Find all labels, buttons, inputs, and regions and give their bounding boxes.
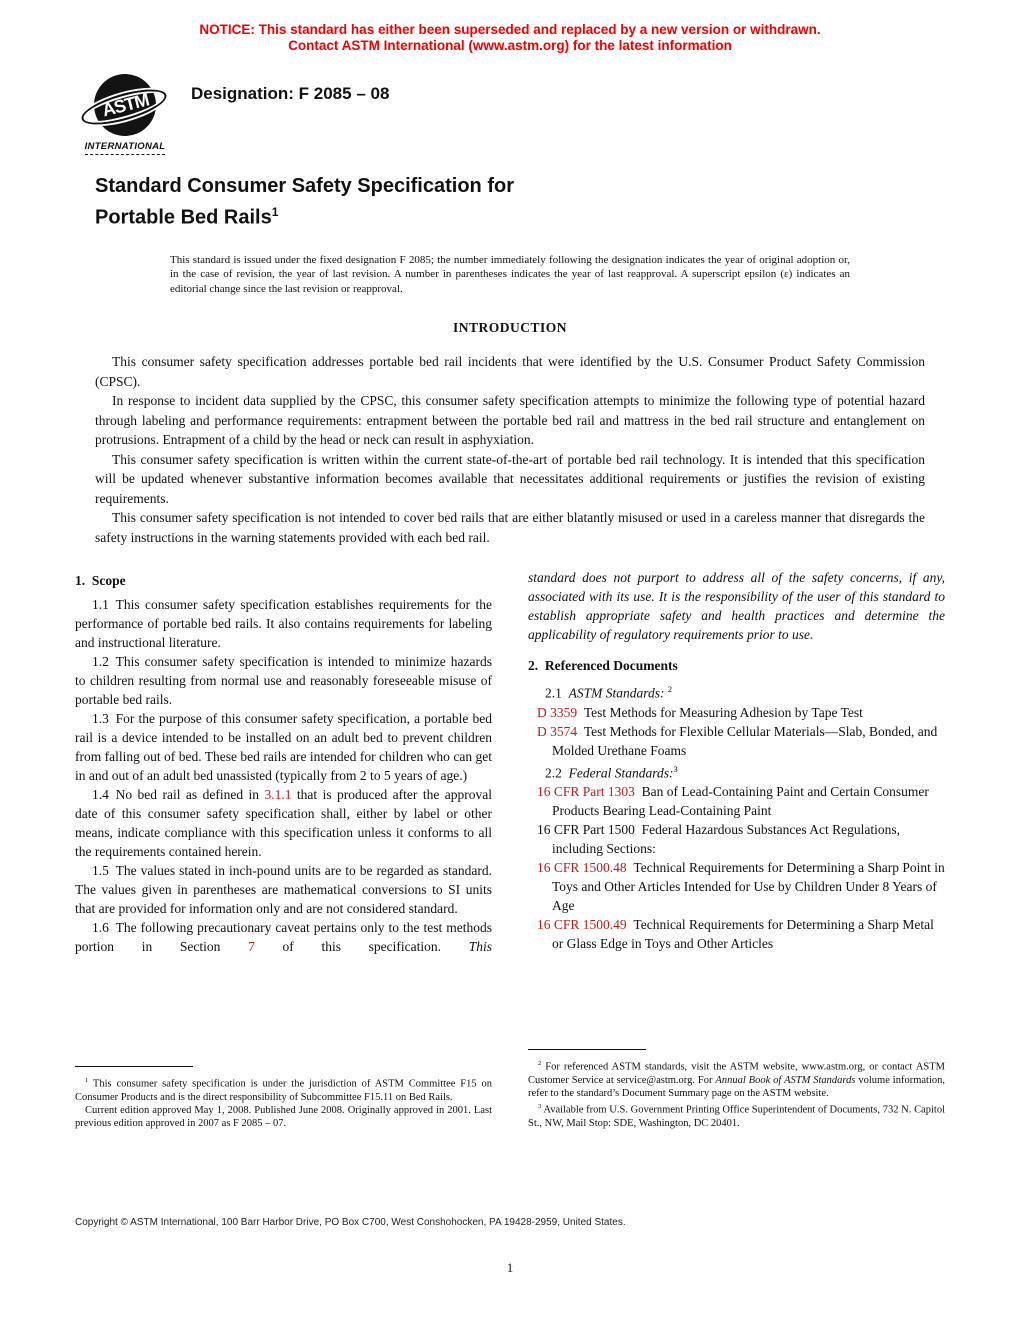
reference-item bbox=[528, 722, 945, 760]
text-segment: Federal Standards: bbox=[568, 765, 674, 781]
footnote-rule bbox=[75, 1066, 193, 1067]
right-column bbox=[528, 568, 945, 1130]
footnote-block-left bbox=[75, 1066, 492, 1130]
footnote-1 bbox=[75, 1074, 492, 1104]
text-segment: Available from U.S. Government Printing Office Superintendent of Documents, 732 N. Capitol St., NW, Mail Stop: SDE, Washington, DC 20401. bbox=[528, 1104, 945, 1129]
introduction-paragraph: This consumer safety specification is written within the current state-of-the-art of portable bed rail technology. It is intended that this specification will be updated whenever substantive information becomes available that necessitates additional requirements or justifies the revision of existing requirements. bbox=[95, 451, 925, 506]
reference-link[interactable]: 16 CFR 1500.48 bbox=[537, 860, 627, 876]
reference-item bbox=[528, 858, 945, 915]
title-line-1: Standard Consumer Safety Specification for bbox=[95, 175, 514, 197]
introduction-body bbox=[95, 352, 925, 547]
introduction-paragraph: This consumer safety specification is not intended to cover bed rails that are either blatantly misused or used in a careless manner that disregards the safety instructions in the warning statements provided with each bed rail. bbox=[95, 510, 925, 545]
scope-paragraph-1-2: 1.2 This consumer safety specification is intended to minimize hazards to children resulting from normal use and reasonably foreseeable misuse of portable bed rails. bbox=[75, 654, 492, 708]
copyright-line: Copyright © ASTM International, 100 Barr Harbor Drive, PO Box C700, West Conshohocken, PA 19428-2959, United States. bbox=[75, 1217, 626, 1228]
footnote-block-right bbox=[528, 1049, 945, 1130]
designation: Designation: F 2085 – 08 bbox=[191, 84, 390, 103]
footnote-1-edition: Current edition approved May 1, 2008. Published June 2008. Originally approved in 2001. Last previous edition approved in 2007 as F 2085 – 07. bbox=[75, 1104, 492, 1129]
issue-note: This standard is issued under the fixed designation F 2085; the number immediately following the designation indicates the year of original adoption or, in the case of revision, the year of last revision. A number in parentheses indicates the year of last reapproval. A superscript epsilon (ε) indicates an editorial change since the last revision or reapproval. bbox=[170, 253, 850, 295]
notice-banner bbox=[0, 0, 1020, 54]
text-segment: 1 bbox=[85, 1076, 89, 1084]
reference-link[interactable]: 3.1.1 bbox=[264, 787, 292, 803]
left-column bbox=[75, 568, 492, 1130]
scope-paragraph-1-5: 1.5 The values stated in inch-pound units are to be regarded as standard. The values given in parentheses are mathematical conversions to SI units that are provided for information only and are not considered standard. bbox=[75, 863, 492, 917]
notice-line-1: NOTICE: This standard has either been superseded and replaced by a new version or withdrawn. bbox=[199, 22, 821, 37]
introduction-paragraph: In response to incident data supplied by the CPSC, this consumer safety specification attempts to minimize the following type of potential hazard through labeling and performance requirements: entrapment between the portable bed rail and mattress in the bed rail structure and entanglement on protrusions. Entrapment of a child by the head or neck can result in asphyxiation. bbox=[95, 393, 925, 448]
reference-item bbox=[528, 703, 945, 722]
introduction-paragraph: This consumer safety specification addresses portable bed rail incidents that were identified by the U.S. Consumer Product Safety Commission (CPSC). bbox=[95, 354, 925, 389]
scope-paragraph-1-4 bbox=[75, 785, 492, 861]
reference-link[interactable]: D 3574 bbox=[537, 723, 578, 739]
text-segment: 1.6 The following precautionary caveat pertains only to the test methods portion in Section bbox=[75, 920, 492, 955]
scope-heading: 1. Scope bbox=[75, 573, 126, 589]
text-segment: Technical Requirements for Determining a Sharp Point in Toys and Other Articles Intended for Use by Children Under 8 Years of Age bbox=[552, 860, 945, 914]
scope-continuation: standard does not purport to address all of the safety concerns, if any, associated with its use. It is the responsibility of the user of this standard to establish appropriate safety and health practices and determine the applicability of regulatory requirements prior to use. bbox=[528, 570, 945, 643]
scope-paragraph-1-6 bbox=[75, 918, 492, 956]
reference-link[interactable]: 16 CFR Part 1303 bbox=[537, 784, 635, 800]
text-segment: volume information, refer to the standard’s Document Summary page on the ASTM website. bbox=[528, 1074, 945, 1100]
text-segment: 2 bbox=[667, 685, 673, 695]
text-segment: Annual Book of ASTM Standards bbox=[715, 1074, 856, 1086]
footnote-3 bbox=[528, 1100, 945, 1130]
referenced-documents-heading: 2. Referenced Documents bbox=[528, 658, 678, 674]
reference-item bbox=[528, 915, 945, 953]
text-segment: This bbox=[468, 939, 492, 955]
astm-standards-label bbox=[528, 680, 945, 703]
text-segment: 2 bbox=[538, 1060, 542, 1068]
text-segment: 2.2 bbox=[545, 765, 569, 781]
astm-logo-globe-icon bbox=[94, 74, 156, 136]
document-header bbox=[75, 74, 945, 155]
scope-paragraph-1-3: 1.3 For the purpose of this consumer safety specification, a portable bed rail is a device intended to be installed on an adult bed to prevent children from falling out of bed. These bed rails are intended for children who can get in and out of an adult bed unassisted (typically from 2 to 5 years of age.) bbox=[75, 711, 492, 784]
text-segment: 3 bbox=[673, 764, 678, 774]
text-segment: that is produced after the approval date of this consumer safety specification shall, either by label or other means, indicate compliance with this specification unless it conforms to all the requirements contained herein. bbox=[75, 787, 492, 860]
document-title bbox=[95, 173, 925, 231]
title-line-2: Portable Bed Rails bbox=[95, 206, 272, 229]
astm-logo-subtext: INTERNATIONAL bbox=[85, 141, 166, 155]
title-footnote-ref: 1 bbox=[271, 205, 279, 219]
text-segment: For referenced ASTM standards, visit the ASTM website, www.astm.org, or contact ASTM Customer Service at service@astm.org. For bbox=[528, 1061, 945, 1086]
introduction-heading: INTRODUCTION bbox=[452, 320, 567, 336]
scope-paragraph-1-1: 1.1 This consumer safety specification establishes requirements for the performance of portable bed rails. It also contains requirements for labeling and instructional literature. bbox=[75, 597, 492, 651]
astm-logo bbox=[75, 74, 175, 155]
federal-standards-label bbox=[528, 760, 945, 783]
text-segment: Technical Requirements for Determining a Sharp Metal or Glass Edge in Toys and Other Articles bbox=[552, 917, 934, 952]
page-number: 1 bbox=[506, 1261, 514, 1275]
text-segment: 2.1 bbox=[545, 685, 569, 701]
text-segment: 3 bbox=[538, 1103, 542, 1111]
reference-item bbox=[528, 820, 945, 858]
notice-line-2: Contact ASTM International (www.astm.org) for the latest information bbox=[288, 38, 732, 53]
text-segment: 1.4 No bed rail as defined in bbox=[92, 787, 265, 803]
text-segment: 16 CFR Part 1500 Federal Hazardous Substances Act Regulations, including Sections: bbox=[537, 822, 900, 857]
two-column-body bbox=[75, 568, 945, 1130]
text-segment: Ban of Lead-Containing Paint and Certain Consumer Products Bearing Lead-Containing Paint bbox=[552, 784, 929, 819]
text-segment: Test Methods for Measuring Adhesion by Tape Test bbox=[577, 704, 863, 720]
text-segment: of this specification. bbox=[254, 939, 469, 955]
reference-item bbox=[528, 782, 945, 820]
text-segment: Test Methods for Flexible Cellular Materials—Slab, Bonded, and Molded Urethane Foams bbox=[552, 723, 938, 758]
footnote-rule bbox=[528, 1049, 646, 1050]
reference-link[interactable]: D 3359 bbox=[537, 704, 578, 720]
reference-link[interactable]: 16 CFR 1500.49 bbox=[537, 917, 627, 933]
reference-link[interactable]: 7 bbox=[248, 939, 255, 955]
footnote-2 bbox=[528, 1057, 945, 1100]
text-segment: ASTM Standards: bbox=[568, 685, 665, 701]
astm-logo-text: ASTM bbox=[99, 89, 151, 120]
text-segment: This consumer safety specification is under the jurisdiction of ASTM Committee F15 on Consumer Products and is the direct responsibility of Subcommittee F15.11 on Bed Rails. bbox=[75, 1078, 492, 1103]
